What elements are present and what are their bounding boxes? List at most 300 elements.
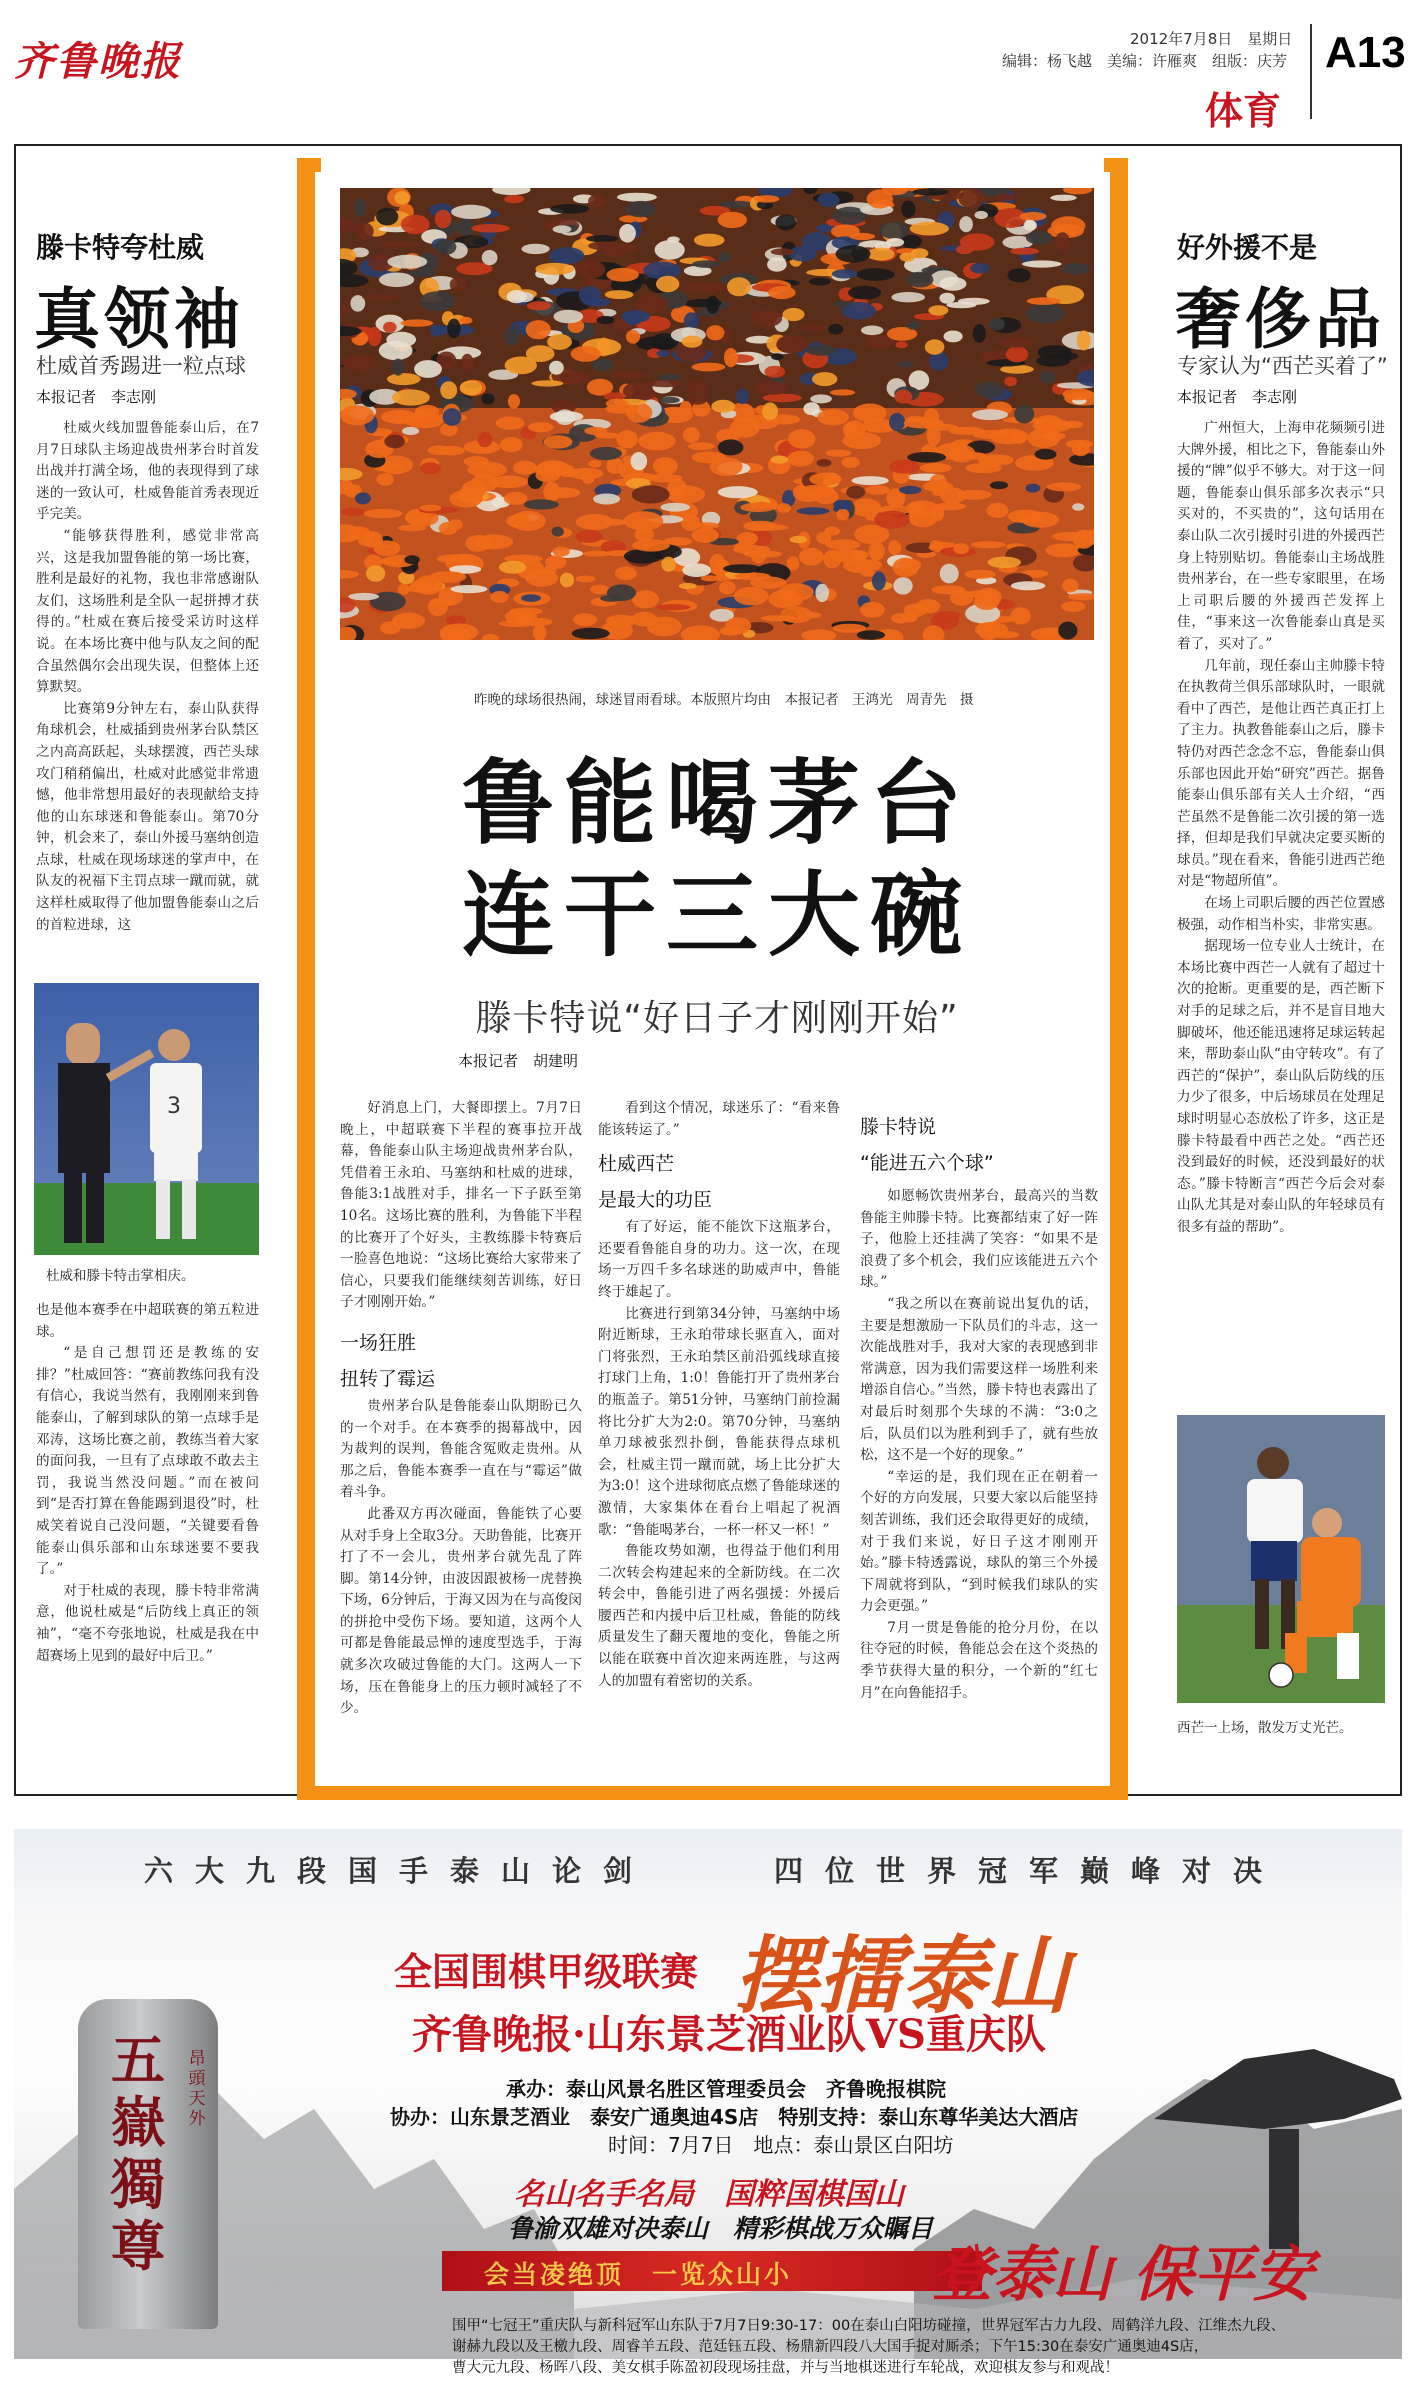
- crowd-umbrella: [420, 462, 441, 474]
- crowd-umbrella: [852, 476, 889, 485]
- crowd-umbrella: [815, 584, 829, 602]
- crowd-umbrella: [631, 452, 648, 470]
- crowd-umbrella: [410, 580, 436, 593]
- crowd-umbrella: [751, 310, 782, 327]
- ad-footnote: [452, 2316, 1402, 2379]
- crowd-umbrella: [571, 346, 601, 362]
- crowd-umbrella: [896, 341, 908, 348]
- crowd-umbrella: [928, 305, 948, 315]
- crowd-umbrella: [718, 486, 758, 498]
- crowd-umbrella: [682, 563, 711, 577]
- crowd-umbrella: [692, 260, 720, 268]
- paragraph: 鲁能攻势如潮，也得益于他们利用二次转会构建起来的全新防线。在二次转会中，鲁能引进了两名强援：外援后腰西芒和内援中后卫杜威，鲁能的防线质量发生了翻天覆地的变化，鲁能之所以能在联赛中首次迎来两连胜，与这两人的加盟有着密切的关系。: [598, 1543, 840, 1689]
- crowd-umbrella: [930, 540, 943, 550]
- crowd-umbrella: [719, 201, 754, 208]
- paragraph: 7月一贯是鲁能的抢分月份，在以往夺冠的时候，鲁能总会在这个炎热的季节获得大量的积分，一个新的“红七月”在向鲁能招手。: [860, 1619, 1098, 1701]
- crowd-umbrella: [803, 402, 819, 415]
- crowd-umbrella: [929, 352, 949, 371]
- crowd-umbrella: [499, 561, 526, 574]
- crowd-umbrella: [376, 208, 398, 226]
- crowd-umbrella: [872, 571, 886, 590]
- crowd-umbrella: [549, 361, 564, 375]
- crowd-umbrella: [848, 286, 881, 300]
- crowd-umbrella: [625, 201, 656, 217]
- crowd-umbrella: [830, 389, 855, 395]
- paragraph: 此番双方再次碰面，鲁能铁了心要从对手身上全取3分。天助鲁能，比赛开打了不一会儿，贵州茅台就先乱了阵脚。第14分钟，由波因跟被杨一虎替换下场，6分钟后，于海又因为在与高俊闵的拼抢中受伤下场。要知道，这两个人可都是鲁能最忌惮的速度型选手，于海就多次攻破过鲁能的大门。这两人一下场，压在鲁能身上的压力顿时减轻了不少。: [340, 1505, 582, 1717]
- crowd-umbrella: [891, 292, 925, 302]
- crowd-umbrella: [460, 381, 482, 396]
- crowd-umbrella: [1042, 432, 1066, 440]
- crowd-umbrella: [856, 268, 894, 281]
- paragraph: 据现场一位专业人士统计，在本场比赛中西芒一人就有了超过十次的抢断。更重要的是，西芒断下对手的足球之后，并不是盲目地大脚破坏，他还能迅速将足球运转起来，帮助泰山队“由守转攻”。有了西芒的“保护”，泰山队后防线的压力少了很多，中后场球员在处理足球时明显心态放松了许多，这正是滕卡特最看中西芒之处。“西芒还没到最好的时候，还没到最好的状态。”滕卡特断言“西芒今后会对泰山队尤其是对泰山队的年轻球员有很多有益的帮助”。: [1177, 938, 1385, 1235]
- crowd-umbrella: [771, 456, 789, 464]
- crowd-umbrella: [994, 193, 1015, 200]
- crowd-umbrella: [950, 590, 973, 606]
- crowd-umbrella: [613, 244, 638, 254]
- ad-title-script: 摆擂泰山: [734, 1926, 1071, 2025]
- crowd-umbrella: [341, 508, 364, 517]
- crowd-umbrella: [849, 233, 875, 240]
- crowd-umbrella: [355, 492, 371, 504]
- crowd-umbrella: [833, 500, 850, 510]
- ad-organizer: 承办：泰山风景名胜区管理委员会 齐鲁晚报棋院: [506, 2077, 946, 2101]
- crowd-umbrella: [857, 630, 885, 639]
- crowd-umbrella: [727, 277, 751, 296]
- crowd-umbrella: [660, 397, 680, 404]
- crowd-umbrella: [771, 353, 783, 360]
- crowd-umbrella: [780, 607, 812, 624]
- crowd-umbrella: [711, 400, 735, 413]
- crowd-umbrella: [863, 560, 882, 571]
- dewei-photo: [34, 983, 259, 1255]
- crowd-umbrella: [718, 252, 730, 263]
- crowd-umbrella: [906, 272, 933, 288]
- crowd-umbrella: [398, 584, 410, 595]
- crowd-umbrella: [823, 550, 841, 569]
- crowd-umbrella: [809, 473, 841, 486]
- crowd-umbrella: [679, 583, 697, 589]
- crowd-umbrella: [906, 321, 920, 330]
- crowd-umbrella: [751, 549, 766, 563]
- crowd-umbrella: [718, 212, 747, 228]
- crowd-umbrella: [771, 248, 794, 255]
- crowd-umbrella: [1026, 484, 1041, 493]
- crowd-umbrella: [560, 573, 574, 588]
- crowd-umbrella: [1021, 512, 1059, 528]
- crowd-umbrella: [526, 570, 558, 587]
- crowd-umbrella: [901, 201, 915, 218]
- ad-slogan-2: 鲁渝双雄对决泰山 精彩棋战万众瞩目: [508, 2214, 934, 2243]
- crowd-umbrella: [451, 585, 488, 593]
- crowd-umbrella: [447, 319, 460, 339]
- crowd-umbrella: [1026, 304, 1065, 324]
- crowd-umbrella: [398, 525, 427, 532]
- crowd-umbrella: [1056, 352, 1078, 360]
- crowd-umbrella: [522, 244, 550, 254]
- crowd-umbrella: [975, 622, 1008, 637]
- ad-calligraphy: 登泰山 保平安: [932, 2240, 1313, 2310]
- crowd-umbrella: [755, 381, 788, 395]
- crowd-umbrella: [546, 487, 580, 498]
- crowd-umbrella: [401, 215, 430, 235]
- crowd-umbrella: [939, 277, 966, 291]
- crowd-umbrella: [972, 409, 1008, 420]
- crowd-umbrella: [912, 188, 949, 195]
- orange-frame-corner: [297, 158, 321, 172]
- crowd-umbrella: [550, 411, 584, 422]
- crowd-umbrella: [685, 282, 725, 293]
- orange-frame-bottom: [297, 1786, 1128, 1800]
- issue-date: 2012年7月8日 星期日: [1130, 30, 1293, 48]
- paragraph: “是自己想罚还是教练的安排？”杜威回答：“赛前教练问我有没有信心，我说当然有，我刚刚来到鲁能泰山，了解到球队的第一点球手是邓涛，这场比赛之前，教练当着大家的面问我，一旦有了点球敢不敢去主罚，我说当然没问题。”而在被问到“是否打算在鲁能踢到退役”时，杜威笑着说自己没问题，“关键要看鲁能泰山俱乐部和山东球迷要不要我了。”: [36, 1345, 259, 1578]
- go-tournament-ad: [14, 1829, 1402, 2359]
- subheading: 滕卡特说: [860, 1116, 937, 1138]
- crowd-umbrella: [657, 604, 691, 610]
- crowd-photo: [340, 188, 1094, 640]
- crowd-umbrella: [380, 241, 419, 248]
- crowd-umbrella: [999, 337, 1034, 347]
- crowd-umbrella: [688, 392, 708, 405]
- crowd-umbrella: [656, 350, 669, 357]
- crowd-umbrella: [724, 348, 738, 367]
- crowd-umbrella: [368, 327, 382, 346]
- crowd-umbrella: [842, 457, 860, 468]
- crowd-umbrella: [812, 372, 837, 386]
- crowd-umbrella: [825, 449, 851, 456]
- crowd-umbrella: [1072, 442, 1090, 457]
- crowd-umbrella: [551, 527, 563, 537]
- crowd-umbrella: [809, 278, 831, 286]
- crowd-umbrella: [420, 291, 456, 311]
- crowd-umbrella: [507, 290, 527, 303]
- crowd-umbrella: [490, 591, 508, 603]
- crowd-umbrella: [1027, 297, 1061, 305]
- crowd-umbrella: [692, 528, 719, 543]
- crowd-umbrella: [816, 532, 831, 544]
- crowd-umbrella: [622, 570, 636, 578]
- paragraph: 对于杜威的表现，滕卡特非常满意，他说杜威是“后防线上真正的领袖”，“毫不夸张地说，杜威是我在中超赛场上见到的最好中后卫。”: [36, 1582, 259, 1664]
- crowd-umbrella: [767, 257, 787, 271]
- crowd-umbrella: [763, 394, 802, 403]
- subheading: 是最大的功臣: [598, 1189, 713, 1212]
- crowd-umbrella: [482, 250, 498, 265]
- crowd-umbrella: [550, 247, 584, 264]
- crowd-umbrella: [373, 540, 400, 556]
- paragraph: “能够获得胜利，感觉非常高兴，这是我加盟鲁能的第一场比赛，胜利是最好的礼物，我也非常感谢队友们，这场胜利是全队一起拼搏才获得的。”杜威在赛后接受采访时这样说。在本场比赛中他与队友之间的配合虽然偶尔会出现失误，但整体上还算默契。: [36, 527, 259, 696]
- crowd-umbrella: [959, 216, 973, 232]
- crowd-umbrella: [832, 269, 857, 278]
- crowd-umbrella: [526, 320, 551, 339]
- crowd-umbrella: [736, 389, 748, 405]
- crowd-umbrella: [532, 380, 564, 386]
- crowd-umbrella: [806, 345, 837, 356]
- crowd-umbrella: [975, 588, 1002, 607]
- crowd-umbrella: [402, 427, 419, 435]
- crowd-umbrella: [868, 542, 884, 561]
- section-title: 体育: [1205, 89, 1282, 133]
- crowd-umbrella: [734, 543, 753, 552]
- crowd-umbrella: [404, 555, 419, 564]
- crowd-umbrella: [383, 322, 397, 333]
- left-byline: 本报记者 李志刚: [36, 388, 157, 406]
- right-body: [1177, 418, 1385, 1406]
- crowd-umbrella: [684, 312, 700, 329]
- crowd-umbrella: [1006, 346, 1028, 362]
- paragraph: “幸运的是，我们现在正在朝着一个好的方向发展，只要大家以后能坚持刻苦训练，我们还会取得更好的成绩，对于我们来说，好日子这才刚刚开始。”滕卡特透露说，球队的第三个外援下周就将到队，“到时候我们球队的实力会更强。”: [860, 1468, 1098, 1615]
- subheading: 一场狂胜: [340, 1331, 417, 1354]
- ad-footnote-line: 曹大元九段、杨晖八段、美女棋手陈盈初段现场挂盘，并与当地棋迷进行车轮战，欢迎棋友参与和观战！: [452, 2360, 1119, 2376]
- crowd-umbrella: [465, 535, 490, 552]
- masthead-divider: [1310, 24, 1312, 119]
- crowd-umbrella: [776, 337, 807, 354]
- crowd-umbrella: [817, 409, 849, 425]
- crowd-umbrella: [340, 405, 374, 425]
- crowd-umbrella: [545, 555, 566, 569]
- crowd-umbrella: [1010, 248, 1039, 255]
- crowd-umbrella: [535, 263, 574, 275]
- ad-slogan-3: 会当凌绝顶 一览众山小: [484, 2260, 793, 2289]
- crowd-umbrella: [638, 432, 676, 451]
- crowd-umbrella: [768, 286, 796, 299]
- crowd-umbrella: [799, 548, 824, 566]
- crowd-umbrella: [435, 210, 452, 229]
- crowd-umbrella: [364, 509, 403, 518]
- crowd-umbrella: [576, 576, 596, 583]
- crowd-umbrella: [866, 485, 890, 495]
- crowd-umbrella: [944, 331, 963, 343]
- ad-co-organizer: 协办：山东景芝酒业 泰安广通奥迪4S店 特别支持：泰山东尊华美达大酒店: [390, 2105, 1079, 2129]
- crowd-umbrella: [471, 224, 509, 233]
- crowd-umbrella: [348, 593, 379, 600]
- crowd-umbrella: [1020, 212, 1047, 221]
- paragraph: 也是他本赛季在中超联赛的第五粒进球。: [36, 1302, 259, 1340]
- crowd-umbrella: [459, 317, 473, 324]
- crowd-umbrella: [893, 558, 919, 577]
- crowd-umbrella: [496, 416, 525, 429]
- crowd-umbrella: [777, 503, 791, 513]
- crowd-umbrella: [440, 381, 457, 399]
- paragraph: 杜威火线加盟鲁能泰山后，在7月7日球队主场迎战贵州茅台时首发出战并打满全场，他的表现得到了球迷的一致认可，杜威鲁能首秀表现近乎完美。: [36, 420, 259, 523]
- crowd-umbrella: [970, 263, 989, 274]
- paragraph: 广州恒大，上海申花频频引进大牌外援，相比之下，鲁能泰山外援的“牌”似乎不够大。对于这一问题，鲁能泰山俱乐部多次表示“只买对的，不买贵的”，这句话用在泰山队二次引援时引进的外援西芒身上特别贴切。鲁能泰山主场战胜贵州茅台，在一些专家眼里，在场上司职后腰的外援西芒发挥上佳，“事来这一次鲁能泰山真是买着了，买对了。”: [1177, 420, 1385, 652]
- crowd-umbrella: [401, 319, 434, 326]
- crowd-umbrella: [632, 485, 670, 503]
- crowd-umbrella: [1024, 220, 1037, 231]
- crowd-umbrella: [910, 222, 949, 236]
- crowd-umbrella: [933, 503, 966, 511]
- crowd-umbrella: [957, 490, 992, 500]
- paragraph: 好消息上门，大餐即摆上。7月7日晚上，中超联赛下半程的赛事拉开战幕，鲁能泰山队主场迎战贵州茅台队，凭借着王永珀、马塞纳和杜威的进球，鲁能3:1战胜对手，排名一下子跃至第10名。这场比赛的胜利，为鲁能下半程的比赛开了个好头，主教练滕卡特赛后一脸喜色地说：“这场比赛给大家带来了信心，只要我们能继续刻苦训练，好日子才刚刚开始。”: [340, 1100, 582, 1311]
- crowd-umbrella: [833, 301, 850, 308]
- crowd-umbrella: [975, 211, 988, 219]
- paragraph: 有了好运，能不能饮下这瓶茅台，还要看鲁能自身的功力。这一次，在现场一万四千多名球迷的助威声中，鲁能终于雄起了。: [598, 1219, 840, 1300]
- crowd-umbrella: [874, 511, 910, 529]
- crowd-umbrella: [408, 268, 436, 277]
- stone-tablet-side-inscription: 昂頭天外: [188, 2049, 206, 2129]
- crowd-umbrella: [604, 519, 626, 526]
- crowd-umbrella: [925, 339, 945, 354]
- crowd-umbrella: [688, 442, 715, 450]
- crowd-umbrella: [362, 295, 398, 301]
- crowd-umbrella: [392, 359, 404, 376]
- ximang-photo-caption: 西芒一上场，散发万丈光芒。: [1177, 1720, 1353, 1736]
- crowd-umbrella: [990, 481, 1008, 489]
- crowd-umbrella: [354, 198, 366, 216]
- crowd-umbrella: [990, 429, 1029, 445]
- crowd-umbrella: [915, 599, 940, 613]
- crowd-umbrella: [414, 409, 428, 420]
- crowd-umbrella: [801, 324, 826, 331]
- crowd-umbrella: [899, 486, 921, 494]
- crowd-umbrella: [897, 361, 914, 368]
- crowd-umbrella: [934, 611, 960, 620]
- crowd-umbrella: [764, 366, 785, 378]
- crowd-umbrella: [632, 539, 670, 551]
- crowd-umbrella: [437, 554, 476, 563]
- crowd-umbrella: [723, 564, 761, 573]
- crowd-umbrella: [461, 354, 474, 372]
- crowd-umbrella: [659, 462, 673, 472]
- ad-teams: 齐鲁晚报·山东景芝酒业队VS重庆队: [412, 2011, 1046, 2058]
- crowd-umbrella: [911, 248, 928, 258]
- crowd-umbrella: [750, 576, 786, 588]
- crowd-umbrella: [379, 273, 414, 288]
- crowd-umbrella: [394, 191, 409, 204]
- crowd-umbrella: [553, 547, 570, 557]
- crowd-umbrella: [687, 380, 708, 393]
- crowd-umbrella: [656, 276, 679, 292]
- crowd-umbrella: [964, 570, 995, 579]
- crowd-umbrella: [782, 308, 804, 321]
- crowd-umbrella: [358, 536, 376, 547]
- paragraph: 比赛进行到第34分钟，马塞纳中场附近断球，王永珀带球长驱直入，面对门将张烈，王永珀禁区前沿弧线球直接打球门上角，1:0！鲁能打开了贵州茅台的瓶盖子。第51分钟，马塞纳门前捡漏将比分扩大为2:0。第70分钟，马塞纳单刀球被张烈扑倒，鲁能获得点球机会，杜威主罚一蹴而就，场上比分扩大为3:0！这个进球彻底点燃了鲁能球迷的激情，大家集体在看台上唱起了祝酒歌：“鲁能喝茅台，一杯一杯又一杯！”: [598, 1305, 840, 1538]
- crowd-umbrella: [606, 615, 637, 627]
- crowd-umbrella: [845, 420, 865, 439]
- crowd-umbrella: [888, 540, 901, 555]
- ad-tagline-left: 六大九段国手泰山论剑: [144, 1854, 655, 1888]
- crowd-umbrella: [661, 557, 675, 572]
- crowd-umbrella: [817, 459, 832, 467]
- subheading: 扭转了霉运: [340, 1367, 436, 1390]
- stone-tablet-inscription: 五嶽獨尊: [111, 2028, 165, 2278]
- crowd-umbrella: [584, 427, 607, 435]
- crowd-umbrella: [1073, 530, 1094, 549]
- crowd-umbrella: [414, 360, 442, 378]
- crowd-umbrella: [586, 235, 618, 242]
- crowd-umbrella: [379, 341, 413, 361]
- crowd-umbrella: [660, 503, 690, 512]
- crowd-umbrella: [1035, 415, 1062, 431]
- crowd-umbrella: [891, 613, 911, 624]
- crowd-umbrella: [607, 268, 639, 282]
- crowd-umbrella: [387, 255, 427, 269]
- crowd-umbrella: [523, 618, 552, 626]
- crowd-umbrella: [730, 418, 760, 438]
- paragraph: 在场上司职后腰的西芒位置感极强，动作相当朴实，非常实惠。: [1177, 895, 1385, 933]
- crowd-umbrella: [752, 502, 770, 510]
- crowd-umbrella: [692, 363, 726, 372]
- crowd-umbrella: [588, 195, 606, 208]
- crowd-umbrella: [1058, 622, 1077, 640]
- crowd-umbrella: [435, 239, 457, 255]
- crowd-umbrella: [989, 318, 1005, 330]
- paragraph: 如愿畅饮贵州茅台，最高兴的当数鲁能主帅滕卡特。比赛都结束了好一阵子，他脸上还挂满了笑容：“如果不是浪费了多个机会，我们应该能进五六个球。”: [860, 1188, 1098, 1291]
- newspaper-logo: 齐鲁晚报: [14, 38, 182, 85]
- left-deck: 杜威首秀踢进一粒点球: [36, 354, 246, 378]
- crowd-umbrella: [500, 437, 523, 452]
- right-title: 奢侈品: [1175, 281, 1385, 358]
- crowd-umbrella: [481, 394, 494, 405]
- crowd-umbrella: [572, 628, 610, 639]
- crowd-umbrella: [680, 401, 692, 416]
- crowd-umbrella: [428, 445, 451, 455]
- crowd-umbrella: [387, 373, 421, 385]
- crowd-umbrella: [817, 193, 839, 207]
- crowd-umbrella: [420, 505, 442, 512]
- crowd-umbrella: [743, 521, 777, 531]
- crowd-umbrella: [1011, 581, 1046, 590]
- paragraph: 看到这个情况，球迷乐了：“看来鲁能该转运了。”: [598, 1100, 840, 1138]
- crowd-umbrella: [590, 585, 609, 594]
- crowd-umbrella: [971, 541, 1006, 548]
- crowd-umbrella: [1061, 263, 1089, 275]
- ad-tagline-right: 四位世界冠军巅峰对决: [774, 1854, 1285, 1888]
- crowd-umbrella: [506, 514, 530, 528]
- crowd-umbrella: [833, 624, 867, 633]
- crowd-umbrella: [904, 418, 944, 429]
- crowd-umbrella: [958, 189, 984, 209]
- crowd-umbrella: [837, 509, 850, 521]
- crowd-umbrella: [909, 509, 937, 527]
- crowd-umbrella: [725, 617, 751, 634]
- subheading: “能进五六个球”: [860, 1152, 994, 1174]
- crowd-umbrella: [953, 543, 969, 554]
- center-col-3: [860, 1106, 1098, 1778]
- crowd-umbrella: [1062, 579, 1078, 593]
- crowd-umbrella: [376, 473, 394, 486]
- crowd-umbrella: [975, 382, 1004, 398]
- crowd-umbrella: [810, 394, 832, 403]
- crowd-umbrella: [889, 460, 919, 474]
- crowd-umbrella: [616, 430, 638, 448]
- crowd-umbrella: [1061, 601, 1085, 612]
- crowd-umbrella: [762, 403, 778, 421]
- crowd-umbrella: [790, 536, 808, 544]
- crowd-umbrella: [701, 575, 719, 581]
- crowd-umbrella: [647, 617, 682, 637]
- crowd-umbrella: [889, 413, 905, 431]
- crowd-umbrella: [612, 371, 646, 379]
- crowd-umbrella: [683, 427, 700, 443]
- crowd-umbrella: [1014, 405, 1034, 424]
- crowd-umbrella: [655, 240, 685, 260]
- crowd-umbrella: [573, 613, 597, 626]
- right-kicker: 好外援不是: [1177, 231, 1318, 264]
- right-deck: 专家认为“西芒买着了”: [1177, 354, 1388, 378]
- paragraph: “我之所以在赛前说出复仇的话，主要是想激励一下队员们的斗志，这一次能战胜对手，我对大家的表现感到非常满意，因为我们需要这样一场胜利来增添自信心。”当然，滕卡特也表露出了对最后时刻那个失球的不满：“3:0之后，队员们以为胜利到手了，就有些放松，这不是一个好的现象。”: [860, 1295, 1098, 1464]
- editor-credits: 编辑：杨飞越 美编：许雁爽 组版：庆芳: [1002, 52, 1288, 70]
- crowd-umbrella: [1063, 389, 1094, 401]
- crowd-umbrella: [1047, 482, 1082, 491]
- crowd-umbrella: [390, 415, 405, 424]
- left-body-top: [36, 418, 259, 958]
- dewei-photo-graphic: [34, 983, 259, 1255]
- crowd-umbrella: [963, 452, 986, 459]
- crowd-umbrella: [567, 468, 603, 479]
- crowd-umbrella: [1035, 449, 1057, 460]
- crowd-umbrella: [798, 485, 835, 498]
- ad-footnote-line: 围甲“七冠王”重庆队与新科冠军山东队于7月7日9:30-17：00在泰山白阳坊碰撞，世界冠军古力九段、周鹤洋九段、江维杰九段、: [452, 2318, 1286, 2334]
